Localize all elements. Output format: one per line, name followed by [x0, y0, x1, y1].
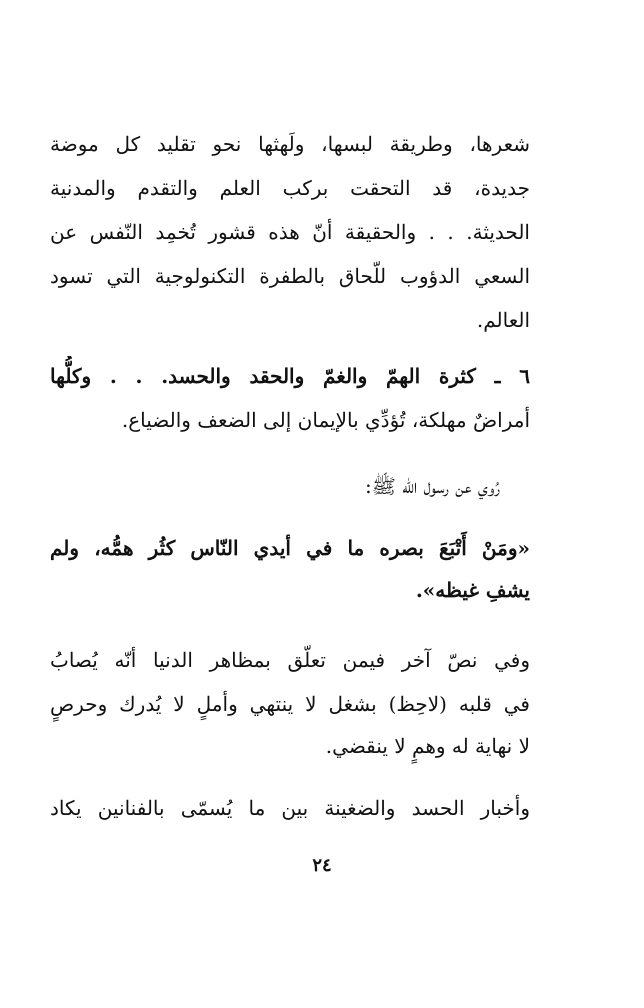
paragraph-line: أمراضٌ مهلكة، تُؤدِّي بالإيمان إلى الضعف والضياع. [121, 408, 530, 432]
paragraph-line: وفي نصّ آخر فيمن تعلّق بمظاهر الدنيا أنّه يُصابُ [50, 648, 530, 672]
paragraph-line: لا نهاية له وهمٍ لا ينقضي. [325, 734, 530, 758]
paragraph-line: شعرها، وطريقة لبسها، ولَهثها نحو تقليد كل موضة [50, 132, 530, 156]
hadith-quote-line: «ومَنْ أَتْبَعَ بصره ما في أيدي النّاس كثُر همُّه، ولم [50, 536, 530, 560]
paragraph-line: جديدة، قد التحقت بركب العلم والتقدم والمدنية [50, 176, 530, 200]
page-number: ٢٤ [312, 855, 332, 876]
paragraph-line: الحديثة. . . والحقيقة أنّ هذه قشور تُخمِد النّفس عن [50, 220, 530, 244]
paragraph-line: في قلبه (لاحِظ) بشغل لا ينتهي وأملٍ لا يُدرك وحرصٍ [50, 692, 530, 716]
narration-line: رُوي عن رسول الله ﷺ: [365, 474, 500, 498]
paragraph-line: وأخبار الحسد والضغينة بين ما يُسمّى بالفنانين يكاد [50, 796, 530, 820]
paragraph-line: السعي الدؤوب للّحاق بالطفرة التكنولوجية التي تسود [50, 264, 530, 288]
hadith-quote-line: يشفِ غيظه». [415, 578, 530, 602]
page-body [50, 100, 530, 960]
numbered-point-heading: ٦ ـ كثرة الهمّ والغمّ والحقد والحسد. . . وكلُّها [50, 364, 530, 388]
paragraph-line: العالم. [476, 308, 530, 332]
